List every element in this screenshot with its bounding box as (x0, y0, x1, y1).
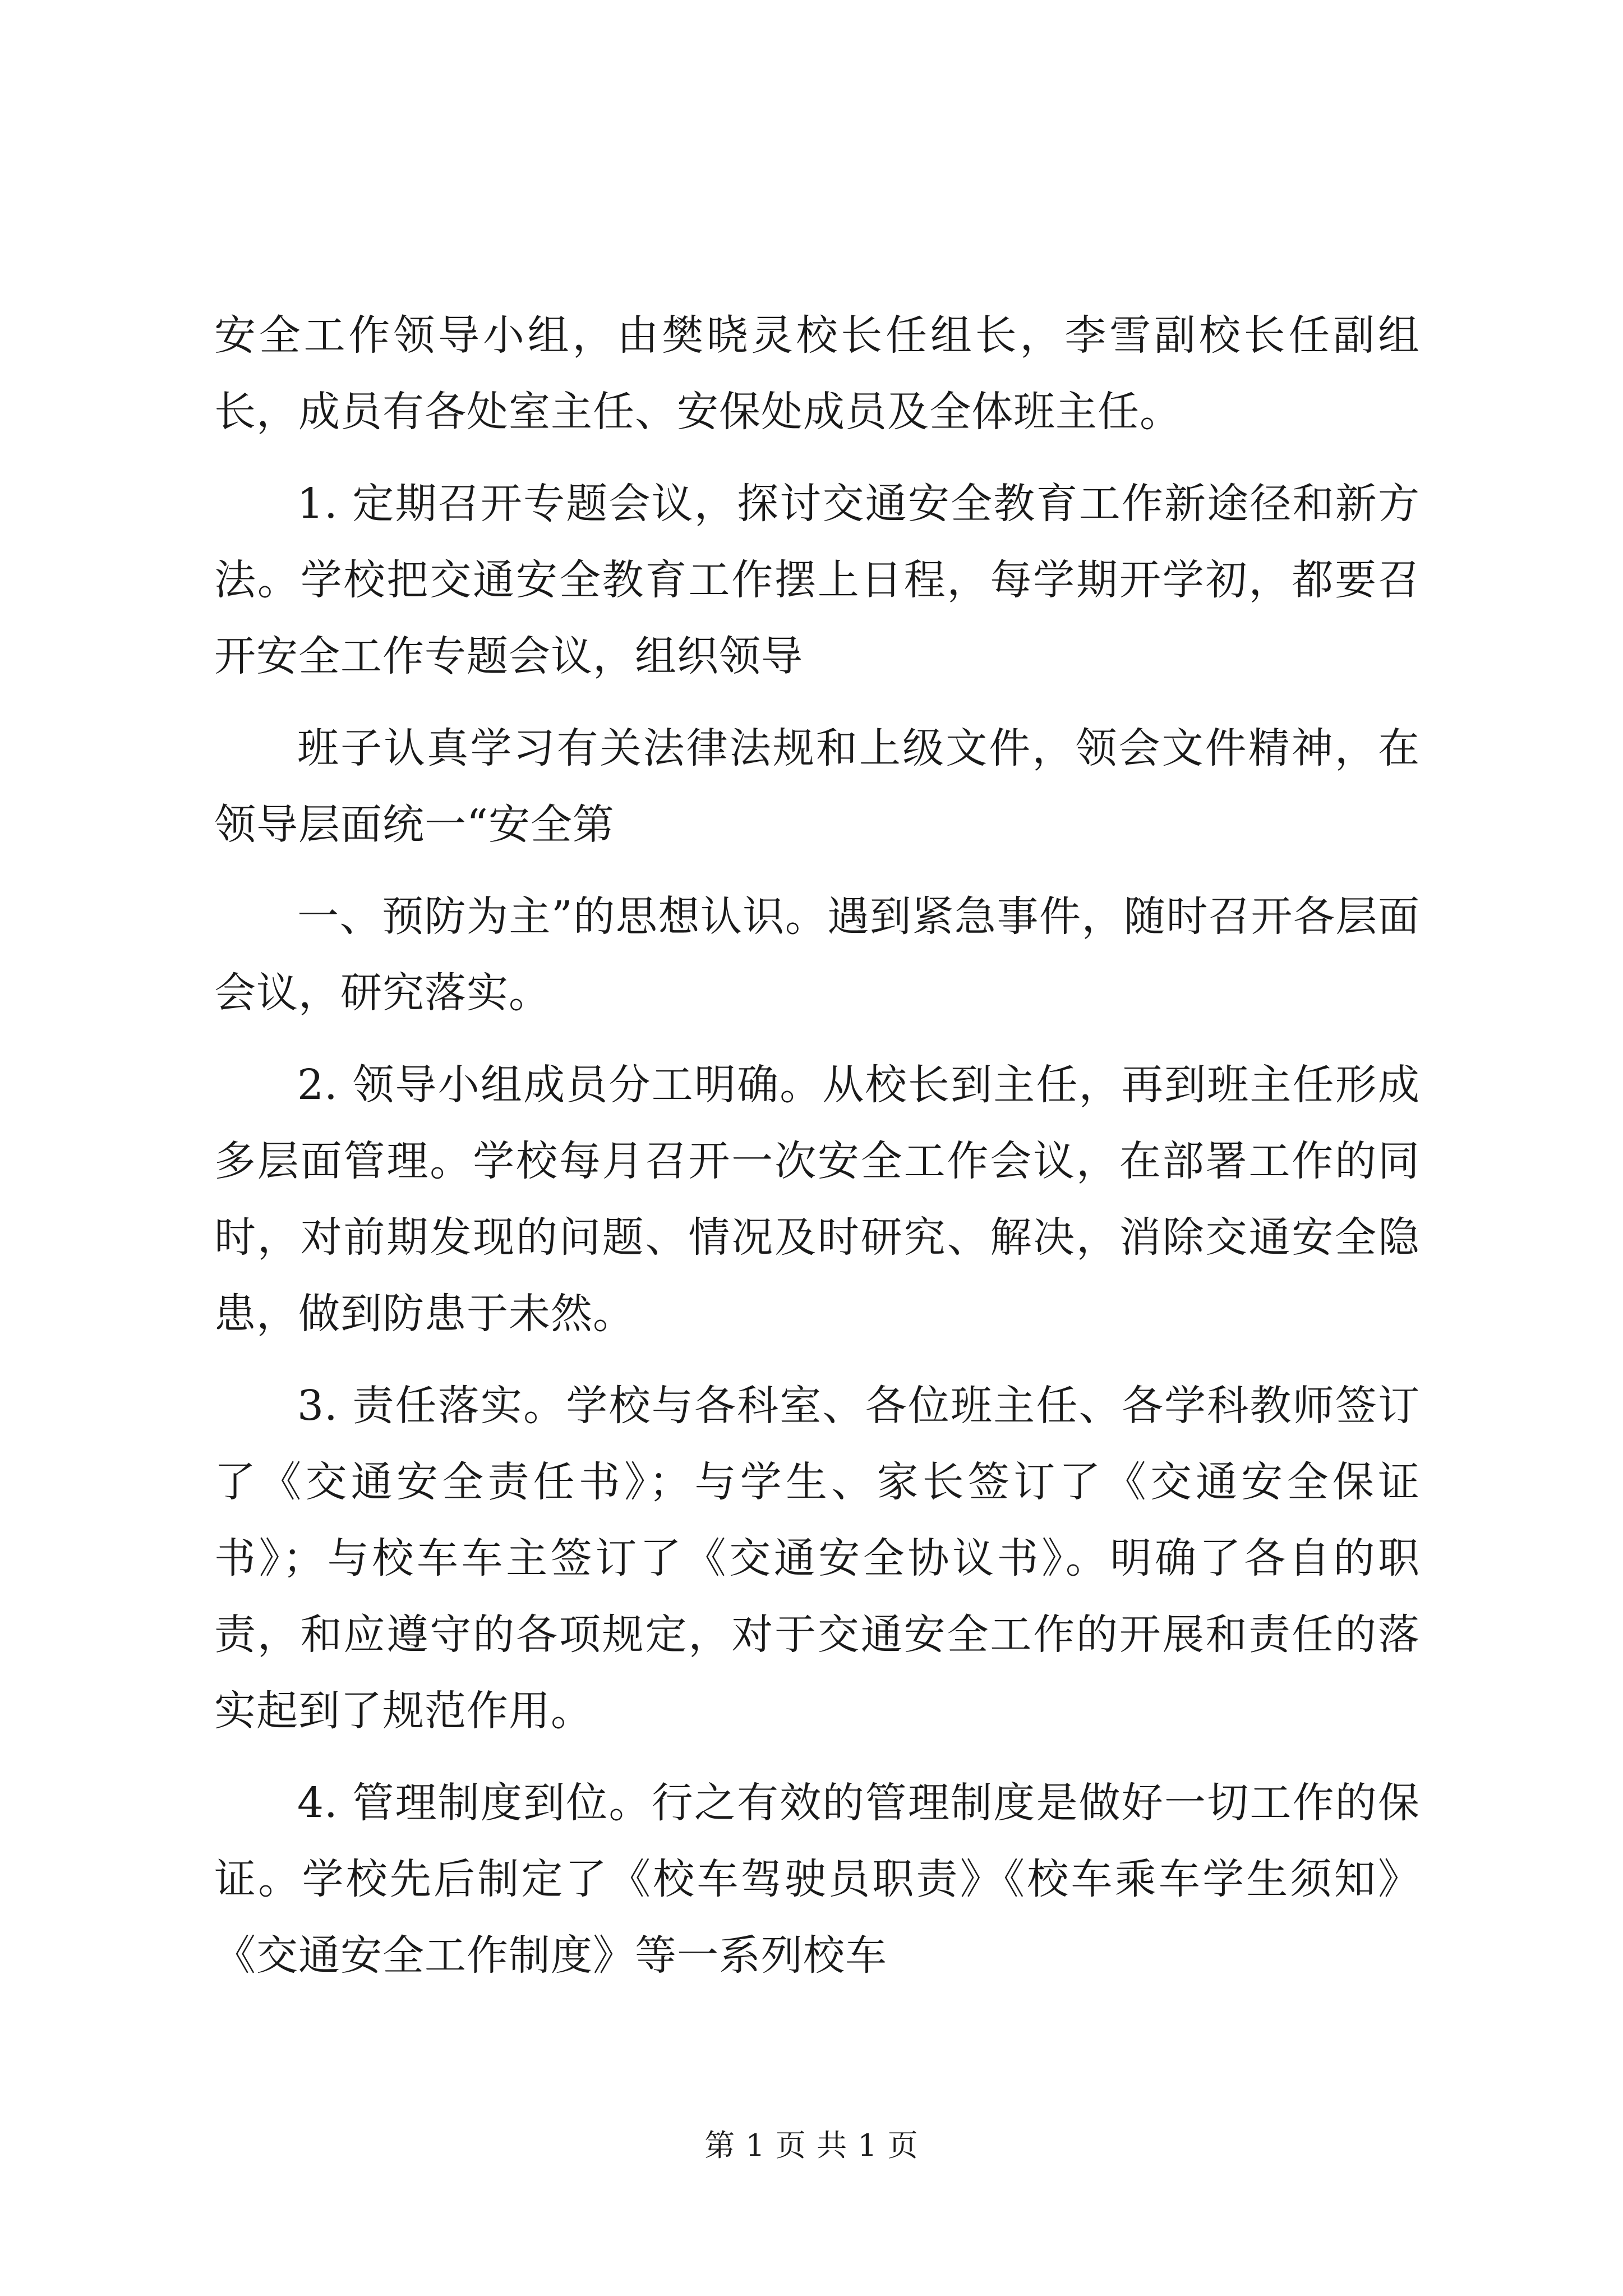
paragraph-study-laws: 班子认真学习有关法律法规和上级文件，领会文件精神，在领导层面统一“安全第 (214, 724, 1420, 849)
page-footer: 第 1 页 共 1 页 (704, 2128, 919, 2163)
paragraph-item-4: 4. 管理制度到位。行之有效的管理制度是做好一切工作的保证。学校先后制定了《校车驾驶员职责》《校车乘车学生须知》《交通安全工作制度》等一系列校车 (214, 1779, 1420, 1980)
paragraph-prevention: 一、预防为主”的思想认识。遇到紧急事件，随时召开各层面会议，研究落实。 (214, 892, 1420, 1017)
document-body (214, 297, 1420, 1994)
paragraph-item-3: 3. 责任落实。学校与各科室、各位班主任、各学科教师签订了《交通安全责任书》；与学生、家长签订了《交通安全保证书》；与校车车主签订了《交通安全协议书》。明确了各自的职责，和应遵守的各项规定，对于交通安全工作的开展和责任的落实起到了规范作用。 (214, 1382, 1420, 1735)
paragraph-leadership-group: 安全工作领导小组，由樊晓灵校长任组长，李雪副校长任副组长，成员有各处室主任、安保处成员及全体班主任。 (214, 311, 1420, 436)
paragraph-item-1: 1. 定期召开专题会议，探讨交通安全教育工作新途径和新方法。学校把交通安全教育工作摆上日程，每学期开学初，都要召开安全工作专题会议，组织领导 (214, 480, 1420, 680)
paragraph-item-2: 2. 领导小组成员分工明确。从校长到主任，再到班主任形成多层面管理。学校每月召开一次安全工作会议，在部署工作的同时，对前期发现的问题、情况及时研究、解决，消除交通安全隐患，做到防患于未然。 (214, 1061, 1420, 1338)
